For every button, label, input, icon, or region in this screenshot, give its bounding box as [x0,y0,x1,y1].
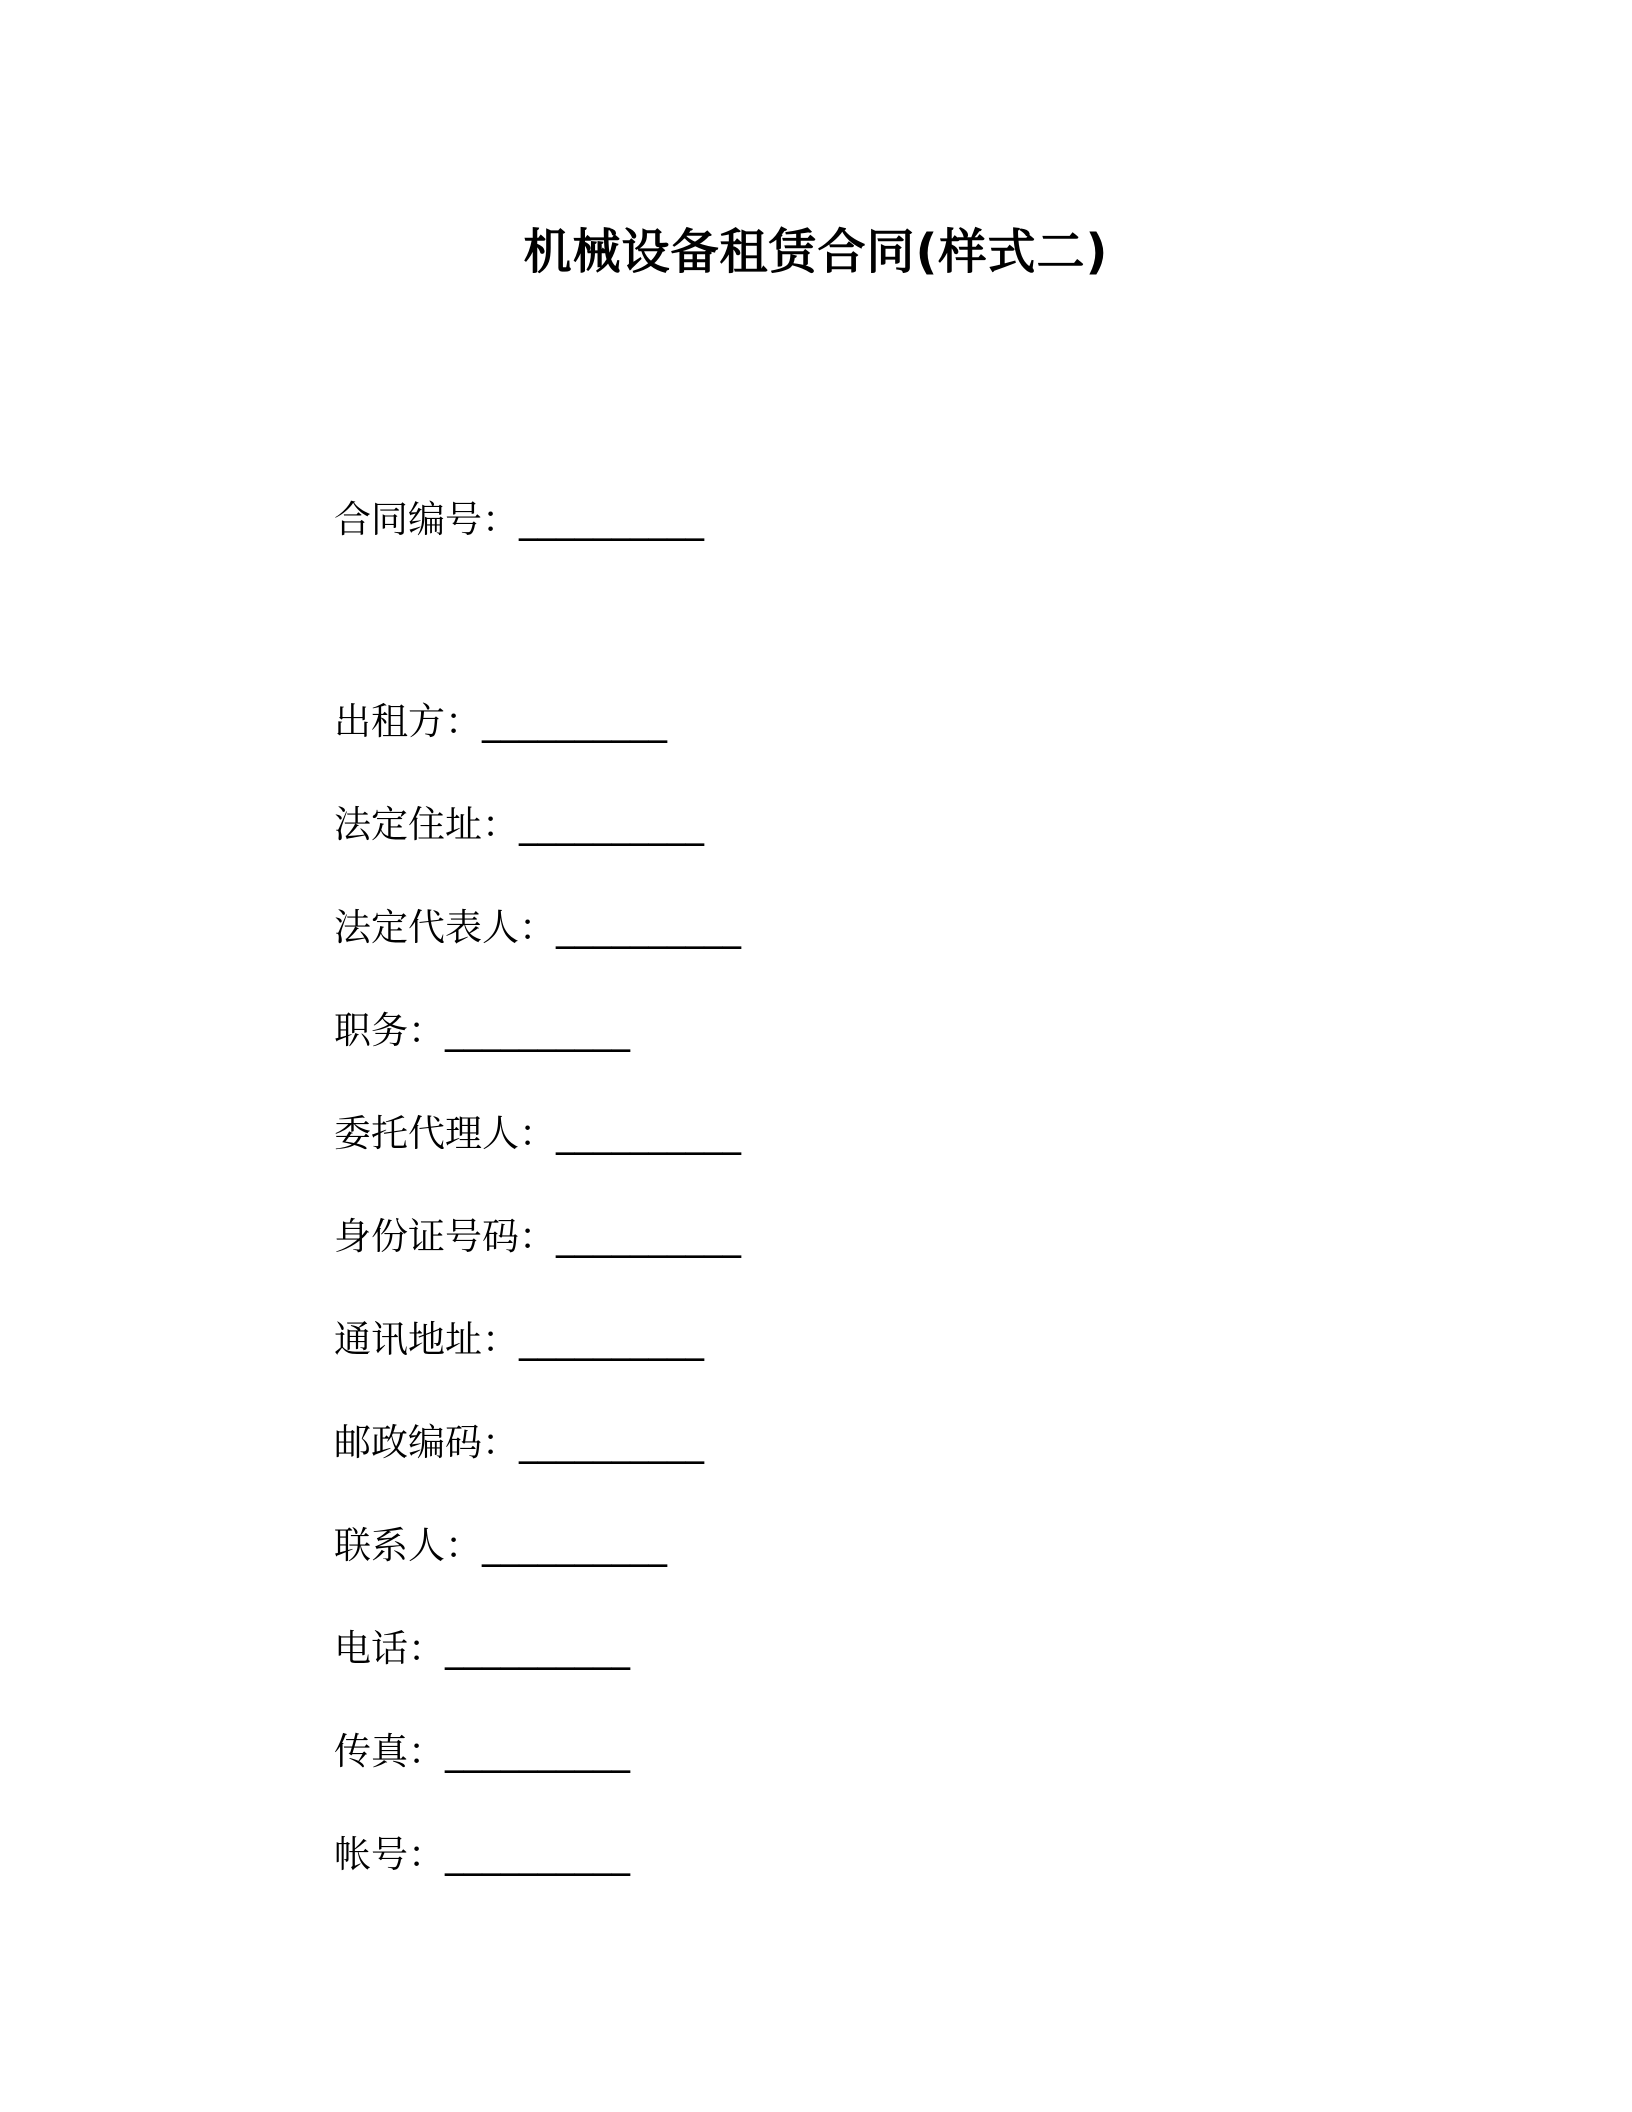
field-label: 传真： [334,1730,445,1773]
field-blank: __________ [519,498,704,541]
lessor-field [334,698,667,746]
field-blank: __________ [519,1421,704,1464]
mailing-address-field [334,1316,704,1364]
field-label: 联系人： [334,1524,482,1567]
legal-representative-field [334,904,741,952]
field-blank: __________ [482,700,667,743]
position-field [334,1007,630,1055]
legal-address-field [334,801,704,849]
account-number-field [334,1831,630,1879]
fax-field [334,1728,630,1776]
field-label: 出租方： [334,700,482,743]
field-blank: __________ [556,906,741,949]
field-blank: __________ [556,1215,741,1258]
field-label: 通讯地址： [334,1318,519,1361]
field-blank: __________ [519,1318,704,1361]
field-label: 邮政编码： [334,1421,519,1464]
field-label: 电话： [334,1627,445,1670]
field-label: 身份证号码： [334,1215,556,1258]
field-label: 合同编号： [334,498,519,541]
field-label: 职务： [334,1009,445,1052]
phone-field [334,1625,630,1673]
field-label: 委托代理人： [334,1112,556,1155]
field-label: 法定住址： [334,803,519,846]
authorized-agent-field [334,1110,741,1158]
field-label: 帐号： [334,1833,445,1876]
postal-code-field [334,1419,704,1467]
field-label: 法定代表人： [334,906,556,949]
contract-number-field [334,496,704,544]
field-blank: __________ [445,1627,630,1670]
field-blank: __________ [556,1112,741,1155]
contact-person-field [334,1522,667,1570]
field-blank: __________ [482,1524,667,1567]
field-blank: __________ [519,803,704,846]
id-number-field [334,1213,741,1261]
field-blank: __________ [445,1833,630,1876]
document-title: 机械设备租赁合同(样式二) [523,224,1109,280]
field-blank: __________ [445,1009,630,1052]
field-blank: __________ [445,1730,630,1773]
